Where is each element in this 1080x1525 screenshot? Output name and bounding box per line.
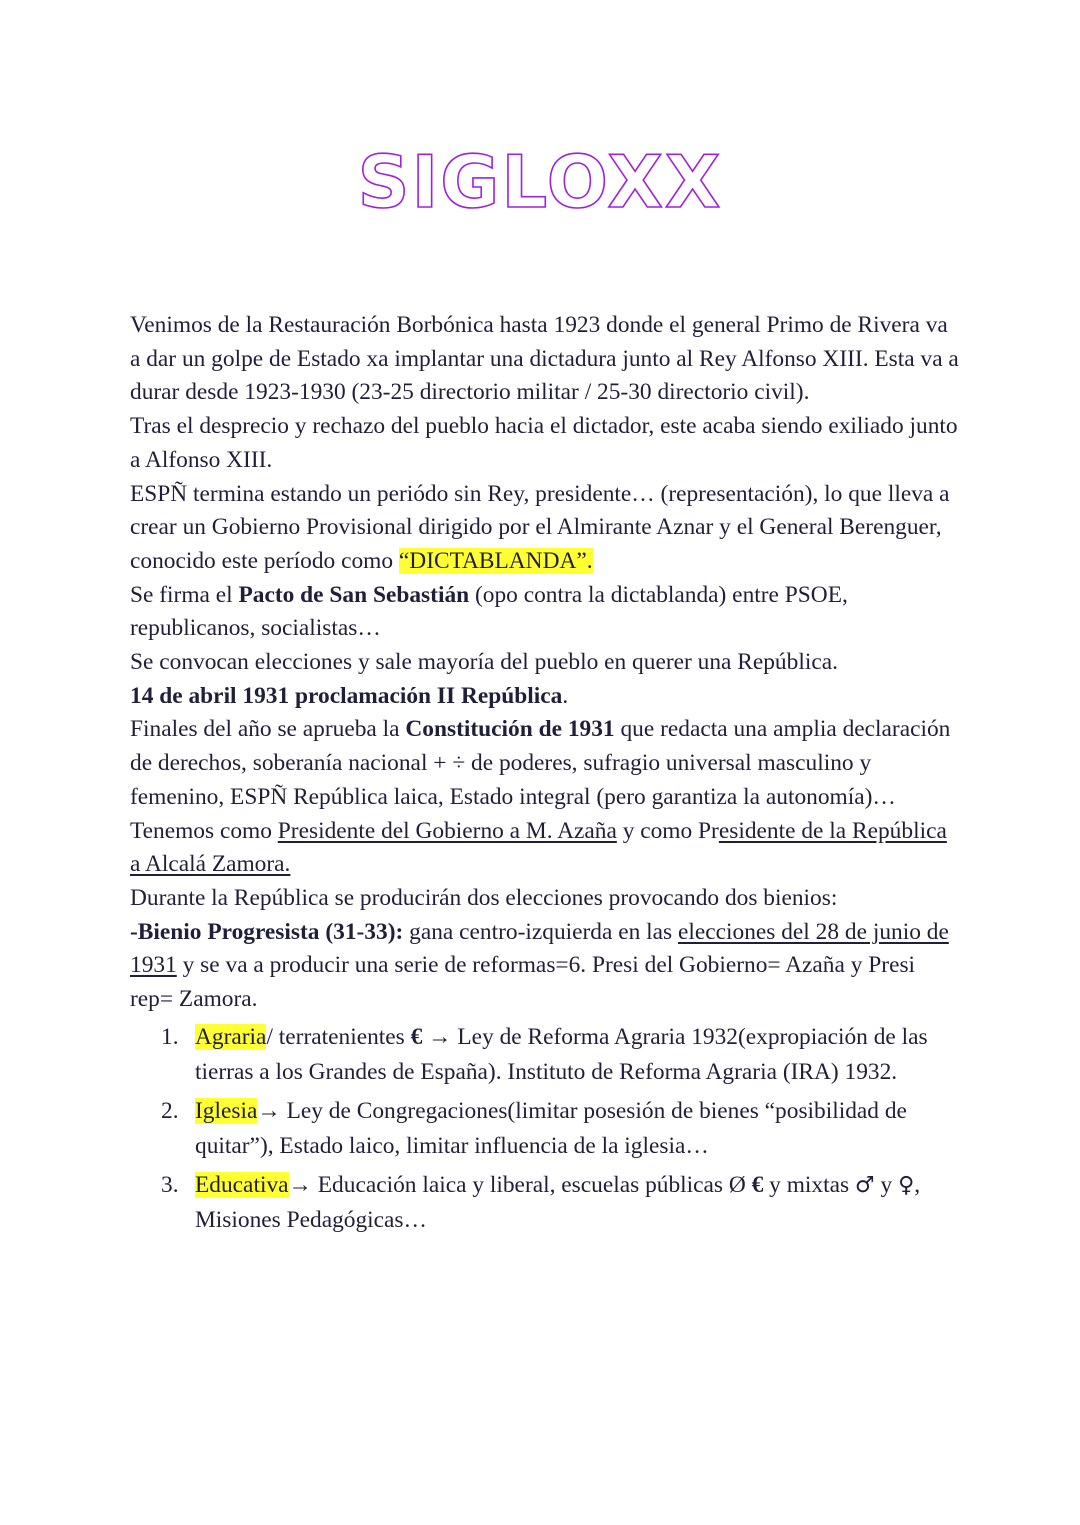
presidente-gobierno-underline: Presidente del Gobierno a M. Azaña [277, 817, 617, 844]
list-item-agraria [161, 1020, 960, 1091]
educativa-mid: y mixtas [763, 1171, 855, 1198]
list-item-iglesia [161, 1094, 960, 1165]
reforms-list [130, 1020, 960, 1239]
bienio-progresista-bold: -Bienio Progresista (31-33): [130, 918, 404, 945]
paragraph-pacto [130, 579, 960, 646]
iglesia-text: → Ley de Congregaciones(limitar posesión de bienes “posibilidad de quitar”), Estado laico, limitar influencia de la iglesia… [195, 1097, 907, 1160]
paragraph-bienio-progresista [130, 916, 960, 1017]
educativa-pre: → Educación laica y liberal, escuelas públicas Ø [288, 1171, 752, 1198]
proclamacion-bold: 14 de abril 1931 proclamación II República [130, 682, 563, 709]
constitucion-post: que redacta una amplia declaración de derechos, soberanía nacional + ÷ de poderes, sufragio universal masculino y femenino, ESPÑ República laica, Estado integral (pero garantiza la autonomía)… [130, 716, 951, 810]
bienio-mid: gana centro-izquierda en las [403, 918, 678, 945]
title-container [0, 135, 1080, 225]
educativa-post: , Misiones Pedagógicas… [195, 1171, 921, 1234]
pacto-bold: Pacto de San Sebastián [238, 581, 470, 608]
presidente-republica-underline: esidente de la República a Alcalá Zamora. [130, 817, 947, 878]
paragraph-presidentes [130, 815, 960, 882]
male-symbol-icon: ♂ [854, 1172, 875, 1198]
pacto-post: (opo contra la dictablanda) entre PSOE, republicanos, socialistas… [130, 581, 848, 642]
paragraph-exilio: Tras el desprecio y rechazo del pueblo hacia el dictador, este acaba siendo exiliado junto a Alfonso XIII. [130, 413, 958, 473]
page-title-text: SIGLOXX [357, 140, 723, 224]
pacto-pre: Se firma el [130, 581, 239, 608]
educativa-highlight: Educativa [195, 1171, 289, 1198]
dictablanda-highlight: “DICTABLANDA”. [398, 547, 593, 574]
paragraph-restauracion: Venimos de la Restauración Borbónica hasta 1923 donde el general Primo de Rivera va a dar un golpe de Estado xa implantar una dictadura junto al Rey Alfonso XIII. Esta va a durar desde 1923-1930 (23-25 directorio militar / 25-30 directorio civil). [130, 312, 959, 406]
list-number: 3. [161, 1171, 179, 1198]
list-number: 2. [161, 1097, 179, 1124]
list-item-educativa [161, 1168, 960, 1239]
proclamacion-post: . [562, 682, 569, 709]
presidentes-mid: y como Pr [616, 817, 719, 844]
constitucion-pre: Finales del año se aprueba la [130, 716, 406, 743]
bienio-post: y se va a producir una serie de reformas=6. Presi del Gobierno= Azaña y Presi rep= Zamora. [130, 952, 916, 1013]
page-title [340, 135, 740, 225]
presidentes-pre: Tenemos como [130, 817, 278, 844]
euro-symbol: € [751, 1171, 764, 1198]
paragraph-proclamacion [130, 680, 960, 714]
paragraph-constitucion [130, 713, 960, 814]
body-text [130, 309, 960, 1239]
elecciones-underline: elecciones del 28 de junio de 1931 [130, 918, 949, 979]
agraria-mid: / terratenientes [266, 1023, 411, 1050]
euro-symbol: € [410, 1023, 423, 1050]
dictablanda-text: ESPÑ termina estando un periódo sin Rey, presidente… (representación), lo que lleva a crear un Gobierno Provisional dirigido por el Almirante Aznar y el General Berenguer, conocido este período como [130, 480, 950, 574]
iglesia-highlight: Iglesia [195, 1097, 258, 1124]
constitucion-bold: Constitución de 1931 [405, 716, 615, 743]
paragraph-elecciones: Se convocan elecciones y sale mayoría del pueblo en querer una República. [130, 649, 838, 676]
list-number: 1. [161, 1023, 179, 1050]
agraria-highlight: Agraria [195, 1023, 267, 1050]
female-symbol-icon: ♀ [898, 1172, 915, 1198]
paragraph-dictablanda [130, 478, 960, 579]
paragraph-bienios: Durante la República se producirán dos elecciones provocando dos bienios: [130, 884, 838, 911]
agraria-text: → Ley de Reforma Agraria 1932(expropiación de las tierras a los Grandes de España). Instituto de Reforma Agraria (IRA) 1932. [195, 1023, 928, 1086]
educativa-and: y [874, 1171, 899, 1198]
